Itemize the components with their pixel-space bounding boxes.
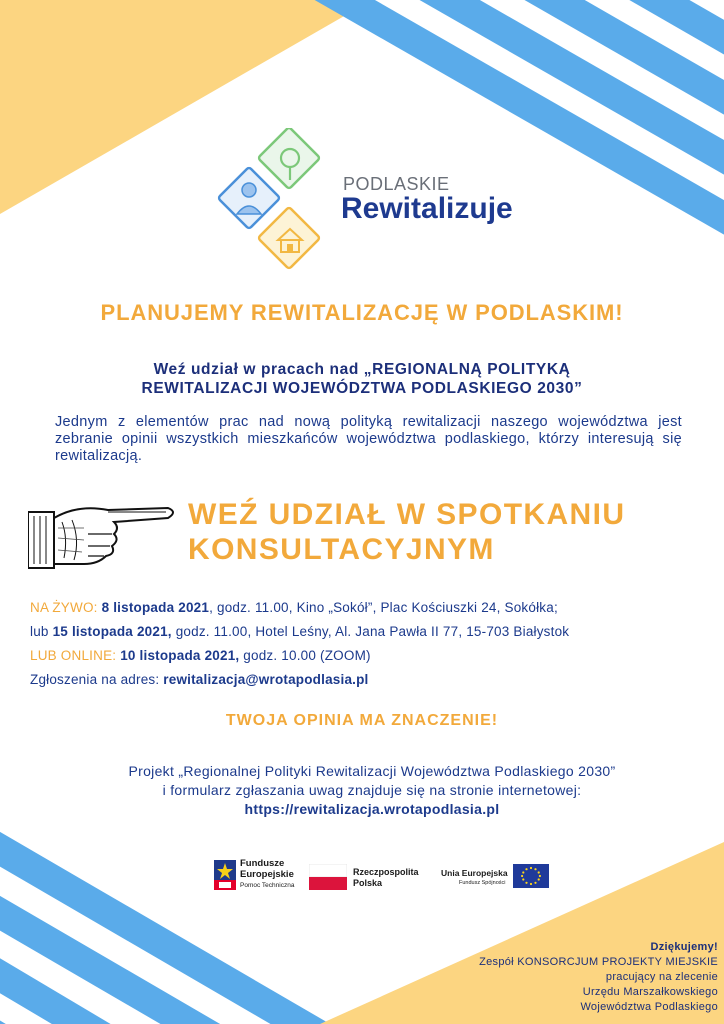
detail-registration — [30, 672, 369, 687]
subheadline-line-2: REWITALIZACJI WOJEWÓDZTWA PODLASKIEGO 2030” — [141, 380, 583, 397]
fundusze-europejskie-star-icon — [214, 860, 236, 890]
fundusze-europejskie-logo — [214, 858, 304, 894]
thanks-line-3: pracujący na zlecenie — [605, 971, 718, 983]
detail-live-sokolka — [30, 600, 558, 615]
rp-line-1: Rzeczpospolita — [353, 867, 419, 877]
subheadline — [0, 360, 724, 398]
meeting-heading — [188, 497, 625, 567]
fe-line-1: Fundusze — [240, 858, 285, 869]
opinion-heading: TWOJA OPINIA MA ZNACZENIE! — [225, 712, 499, 729]
pointing-hand-icon — [28, 498, 178, 578]
fe-line-3: Pomoc Techniczna — [240, 882, 295, 889]
detail-online-rest: godz. 10.00 (ZOOM) — [239, 648, 371, 663]
detail-live-prefix: NA ŻYWO: — [30, 600, 102, 615]
podlaskie-rewitalizuje-logo — [215, 128, 535, 278]
intro-paragraph: Jednym z elementów prac nad nową polityką rewitalizacji naszego województwa jest zebranie opinii wszystkich mieszkańców województwa podlaskiego, którzy interesują się rewitalizacją. — [55, 414, 682, 464]
detail-live-rest: , godz. 11.00, Kino „Sokół”, Plac Kościuszki 24, Sokółka; — [209, 600, 558, 615]
main-headline: PLANUJEMY REWITALIZACJĘ W PODLASKIM! — [100, 300, 624, 325]
project-url-link[interactable]: https://rewitalizacja.wrotapodlasia.pl — [244, 801, 500, 817]
detail-registration-prefix: Zgłoszenia na adres: — [30, 672, 164, 687]
thanks-line-4: Urzędu Marszałkowskiego — [582, 986, 718, 998]
project-line-1: Projekt „Regionalnej Polityki Rewitalizacji Województwa Podlaskiego 2030” — [128, 763, 616, 779]
ue-line-1: Unia Europejska — [441, 868, 508, 878]
detail-online — [30, 648, 371, 663]
thanks-line-5: Województwa Podlaskiego — [580, 1001, 718, 1013]
detail-live-date: 8 listopada 2021 — [101, 600, 210, 615]
project-info — [0, 762, 724, 819]
detail-bialystok-date: 15 listopada 2021, — [52, 624, 172, 639]
meeting-heading-line-1: WEŹ UDZIAŁ W SPOTKANIU — [188, 498, 626, 531]
detail-online-date: 10 listopada 2021, — [120, 648, 240, 663]
logo-text-podlaskie: PODLASKIE — [343, 174, 450, 194]
meeting-heading-line-2: KONSULTACYJNYM — [188, 533, 495, 566]
thanks-line-1: Dziękujemy! — [650, 941, 718, 953]
rzeczpospolita-polska-logo — [309, 864, 419, 892]
logo-text-rewitalizuje: Rewitalizuje — [341, 192, 513, 225]
detail-bialystok-rest: godz. 11.00, Hotel Leśny, Al. Jana Pawła II 77, 15-703 Białystok — [171, 624, 570, 639]
detail-live-bialystok — [30, 624, 569, 639]
detail-bialystok-prefix: lub — [30, 624, 53, 639]
logo-emblem-icon — [215, 128, 335, 278]
rp-line-2: Polska — [353, 878, 383, 888]
polish-flag-icon — [309, 864, 347, 890]
eu-flag-icon — [513, 864, 549, 888]
ue-line-2: Fundusz Spójności — [459, 880, 506, 886]
fe-line-2: Europejskie — [240, 869, 294, 880]
subheadline-line-1: Weź udział w pracach nad „REGIONALNĄ POLITYKĄ — [153, 361, 571, 378]
project-line-2: i formularz zgłaszania uwag znajduje się na stronie internetowej: — [162, 782, 582, 798]
registration-email-link[interactable]: rewitalizacja@wrotapodlasia.pl — [163, 672, 369, 687]
blue-stripes-bottom-left — [0, 826, 345, 1024]
unia-europejska-logo — [441, 864, 551, 892]
detail-online-prefix: LUB ONLINE: — [30, 648, 121, 663]
thanks-line-2: Zespół KONSORCJUM PROJEKTY MIEJSKIE — [479, 956, 718, 968]
thanks-block — [398, 940, 718, 1015]
